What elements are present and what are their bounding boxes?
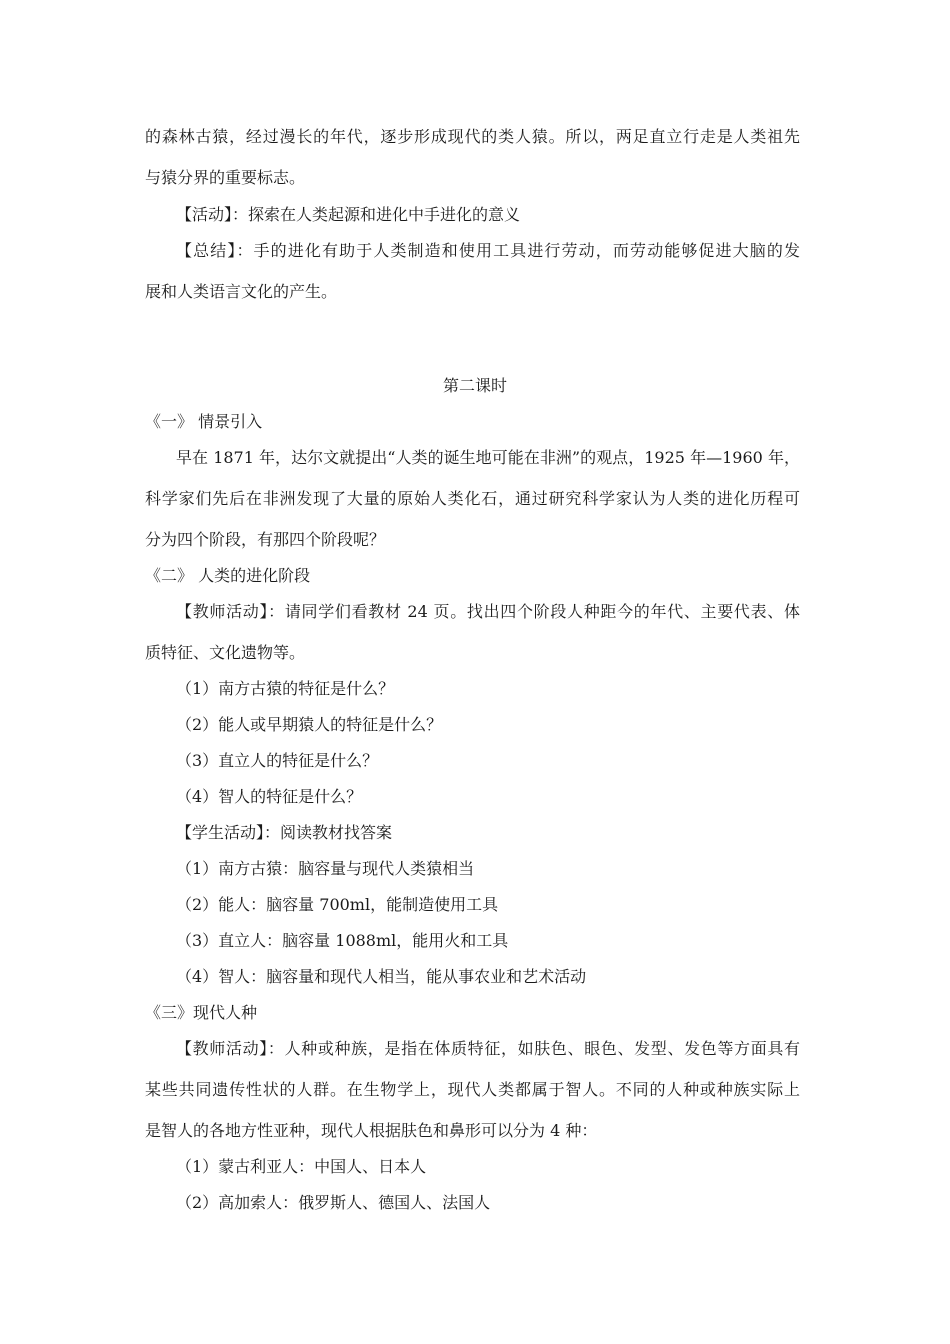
answer-item: （1）南方古猿：脑容量与现代人类猿相当: [176, 859, 475, 878]
section-heading: 《二》 人类的进化阶段: [145, 566, 311, 585]
question-item: （2）能人或早期猿人的特征是什么？: [176, 715, 443, 734]
answer-item: （4）智人：脑容量和现代人相当，能从事农业和艺术活动: [176, 967, 587, 986]
activity-line: 【活动】：探索在人类起源和进化中手进化的意义: [176, 205, 521, 224]
teacher-activity-line: 是智人的各地方性亚种，现代人根据肤色和鼻形可以分为 4 种：: [145, 1121, 598, 1140]
paragraph-line: 科学家们先后在非洲发现了大量的原始人类化石，通过研究科学家认为人类的进化历程可: [145, 489, 800, 508]
paragraph-line: 早在 1871 年，达尔文就提出“人类的诞生地可能在非洲”的观点，1925 年—1960 年，: [176, 448, 800, 467]
teacher-activity-line: 某些共同遗传性状的人群。在生物学上，现代人类都属于智人。不同的人种或种族实际上: [145, 1080, 800, 1099]
summary-line: 展和人类语言文化的产生。: [145, 282, 338, 301]
section-heading: 《一》 情景引入: [145, 412, 263, 431]
teacher-activity-line: 【教师活动】：人种或种族，是指在体质特征，如肤色、眼色、发型、发色等方面具有: [176, 1039, 800, 1058]
lesson-title: 第二课时: [442, 376, 507, 395]
question-item: （4）智人的特征是什么？: [176, 787, 363, 806]
paragraph-line: 与猿分界的重要标志。: [145, 168, 306, 187]
answer-item: （2）能人：脑容量 700ml，能制造使用工具: [176, 895, 499, 914]
paragraph-line: 分为四个阶段，有那四个阶段呢？: [145, 530, 386, 549]
race-item: （2）高加索人：俄罗斯人、德国人、法国人: [176, 1193, 491, 1212]
answer-item: （3）直立人：脑容量 1088ml，能用火和工具: [176, 931, 509, 950]
question-item: （1）南方古猿的特征是什么？: [176, 679, 395, 698]
summary-line: 【总结】：手的进化有助于人类制造和使用工具进行劳动，而劳动能够促进大脑的发: [176, 241, 800, 260]
question-item: （3）直立人的特征是什么？: [176, 751, 379, 770]
teacher-activity-line: 质特征、文化遗物等。: [145, 643, 306, 662]
section-heading: 《三》现代人种: [145, 1003, 258, 1022]
paragraph-line: 的森林古猿，经过漫长的年代，逐步形成现代的类人猿。所以，两足直立行走是人类祖先: [145, 127, 800, 146]
student-activity-line: 【学生活动】：阅读教材找答案: [176, 823, 393, 842]
race-item: （1）蒙古利亚人：中国人、日本人: [176, 1157, 427, 1176]
teacher-activity-line: 【教师活动】：请同学们看教材 24 页。找出四个阶段人种距今的年代、主要代表、体: [176, 602, 800, 621]
